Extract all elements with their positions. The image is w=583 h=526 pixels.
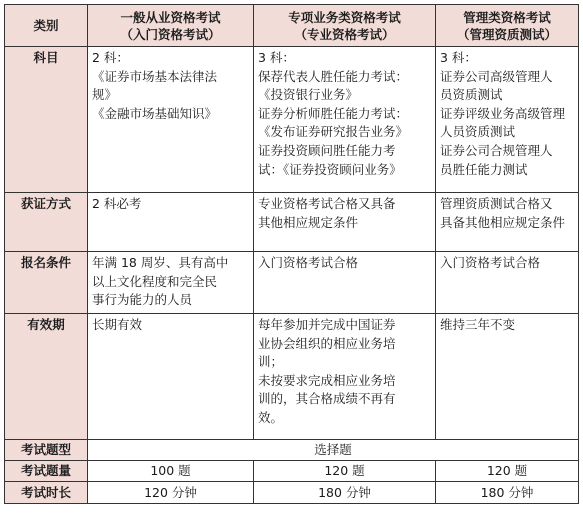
cell-line: 效。 (258, 409, 284, 425)
row-subjects (5, 47, 579, 193)
cell-certification-col3 (436, 193, 579, 252)
row-label-registration: 报名条件 (5, 252, 88, 314)
cell-line: 《证券市场基本法律法 (92, 68, 218, 84)
cell-line: （管理资质测试） (456, 26, 557, 42)
cell-duration-col2: 180 分钟 (254, 482, 436, 504)
cell-line: 管理类资格考试 (463, 9, 551, 25)
cell-certification-col1 (88, 193, 254, 252)
header-row (5, 5, 579, 47)
cell-line: 具备其他相应规定条件 (440, 214, 566, 230)
cell-line: 规》 (92, 87, 118, 103)
cell-line: 员胜任能力测试 (440, 161, 528, 177)
cell-line: 入门资格考试合格 (440, 255, 541, 270)
header-col1 (88, 5, 254, 47)
cell-line: 训的，其合格成绩不再有 (258, 391, 396, 407)
cell-line: 保荐代表人胜任能力考试： (258, 68, 409, 84)
cell-line: 业协会组织的相应业务培 (258, 335, 396, 351)
row-label-validity: 有效期 (5, 314, 88, 440)
cell-line: 人员资质测试 (440, 124, 516, 140)
cell-registration-col1 (88, 252, 254, 314)
cell-duration-col1: 120 分钟 (88, 482, 254, 504)
cell-line: 2 科： (92, 50, 129, 65)
exam-comparison-table (4, 4, 579, 504)
cell-line: 入门资格考试合格 (258, 255, 359, 270)
row-question-type (5, 440, 579, 461)
row-duration (5, 482, 579, 504)
cell-line: 专项业务类资格考试 (288, 9, 401, 25)
cell-line: 《发布证券研究报告业务》 (258, 124, 409, 140)
cell-line: （入门资格考试） (120, 26, 221, 42)
cell-line: 《投资银行业务》 (258, 87, 359, 103)
cell-subjects-col2 (254, 47, 436, 193)
cell-line: 维持三年不变 (440, 317, 516, 332)
cell-line: 其他相应规定条件 (258, 214, 359, 230)
row-label-duration: 考试时长 (5, 482, 88, 504)
cell-validity-col1 (88, 314, 254, 440)
row-validity (5, 314, 579, 440)
cell-line: 训； (258, 354, 284, 370)
cell-line: 证券公司高级管理人 (440, 68, 553, 84)
cell-duration-col3: 180 分钟 (436, 482, 579, 504)
cell-line: 每年参加并完成中国证券 (258, 317, 396, 332)
cell-question-type: 选择题 (88, 440, 579, 461)
cell-line: 3 科： (258, 50, 295, 65)
header-col2 (254, 5, 436, 47)
cell-line: 长期有效 (92, 317, 143, 332)
cell-line: 一般从业资格考试 (120, 9, 221, 25)
cell-line: 专业资格考试合格又具备 (258, 196, 396, 211)
cell-line: （专业资格考试） (294, 26, 395, 42)
cell-line: 证券公司合规管理人 (440, 142, 553, 158)
cell-certification-col2 (254, 193, 436, 252)
cell-line: 员资质测试 (440, 87, 503, 103)
cell-validity-col3 (436, 314, 579, 440)
cell-line: 试：《证券投资顾问业务》 (258, 161, 402, 177)
cell-validity-col2 (254, 314, 436, 440)
cell-question-count-col3: 120 题 (436, 461, 579, 482)
cell-registration-col3 (436, 252, 579, 314)
cell-line: 管理资质测试合格又 (440, 196, 553, 211)
row-label-question-type: 考试题型 (5, 440, 88, 461)
row-certification (5, 193, 579, 252)
row-question-count (5, 461, 579, 482)
header-category: 类别 (5, 5, 88, 47)
row-label-subjects: 科目 (5, 47, 88, 193)
cell-line: 年满 18 周岁、具有高中 (92, 255, 229, 270)
cell-subjects-col1 (88, 47, 254, 193)
cell-subjects-col3 (436, 47, 579, 193)
row-label-certification: 获证方式 (5, 193, 88, 252)
cell-registration-col2 (254, 252, 436, 314)
row-label-question-count: 考试题量 (5, 461, 88, 482)
cell-question-count-col2: 120 题 (254, 461, 436, 482)
header-col3 (436, 5, 579, 47)
cell-line: 3 科： (440, 50, 477, 65)
cell-line: 证券投资顾问胜任能力考 (258, 142, 396, 158)
cell-line: 证券评级业务高级管理 (440, 105, 566, 121)
row-registration (5, 252, 579, 314)
cell-line: 《金融市场基础知识》 (92, 105, 218, 121)
cell-line: 以上文化程度和完全民 (92, 273, 218, 289)
cell-line: 证券分析师胜任能力考试： (258, 105, 409, 121)
cell-line: 事行为能力的人员 (92, 292, 193, 308)
cell-line: 2 科必考 (92, 196, 142, 211)
cell-line: 未按要求完成相应业务培 (258, 372, 396, 388)
cell-question-count-col1: 100 题 (88, 461, 254, 482)
